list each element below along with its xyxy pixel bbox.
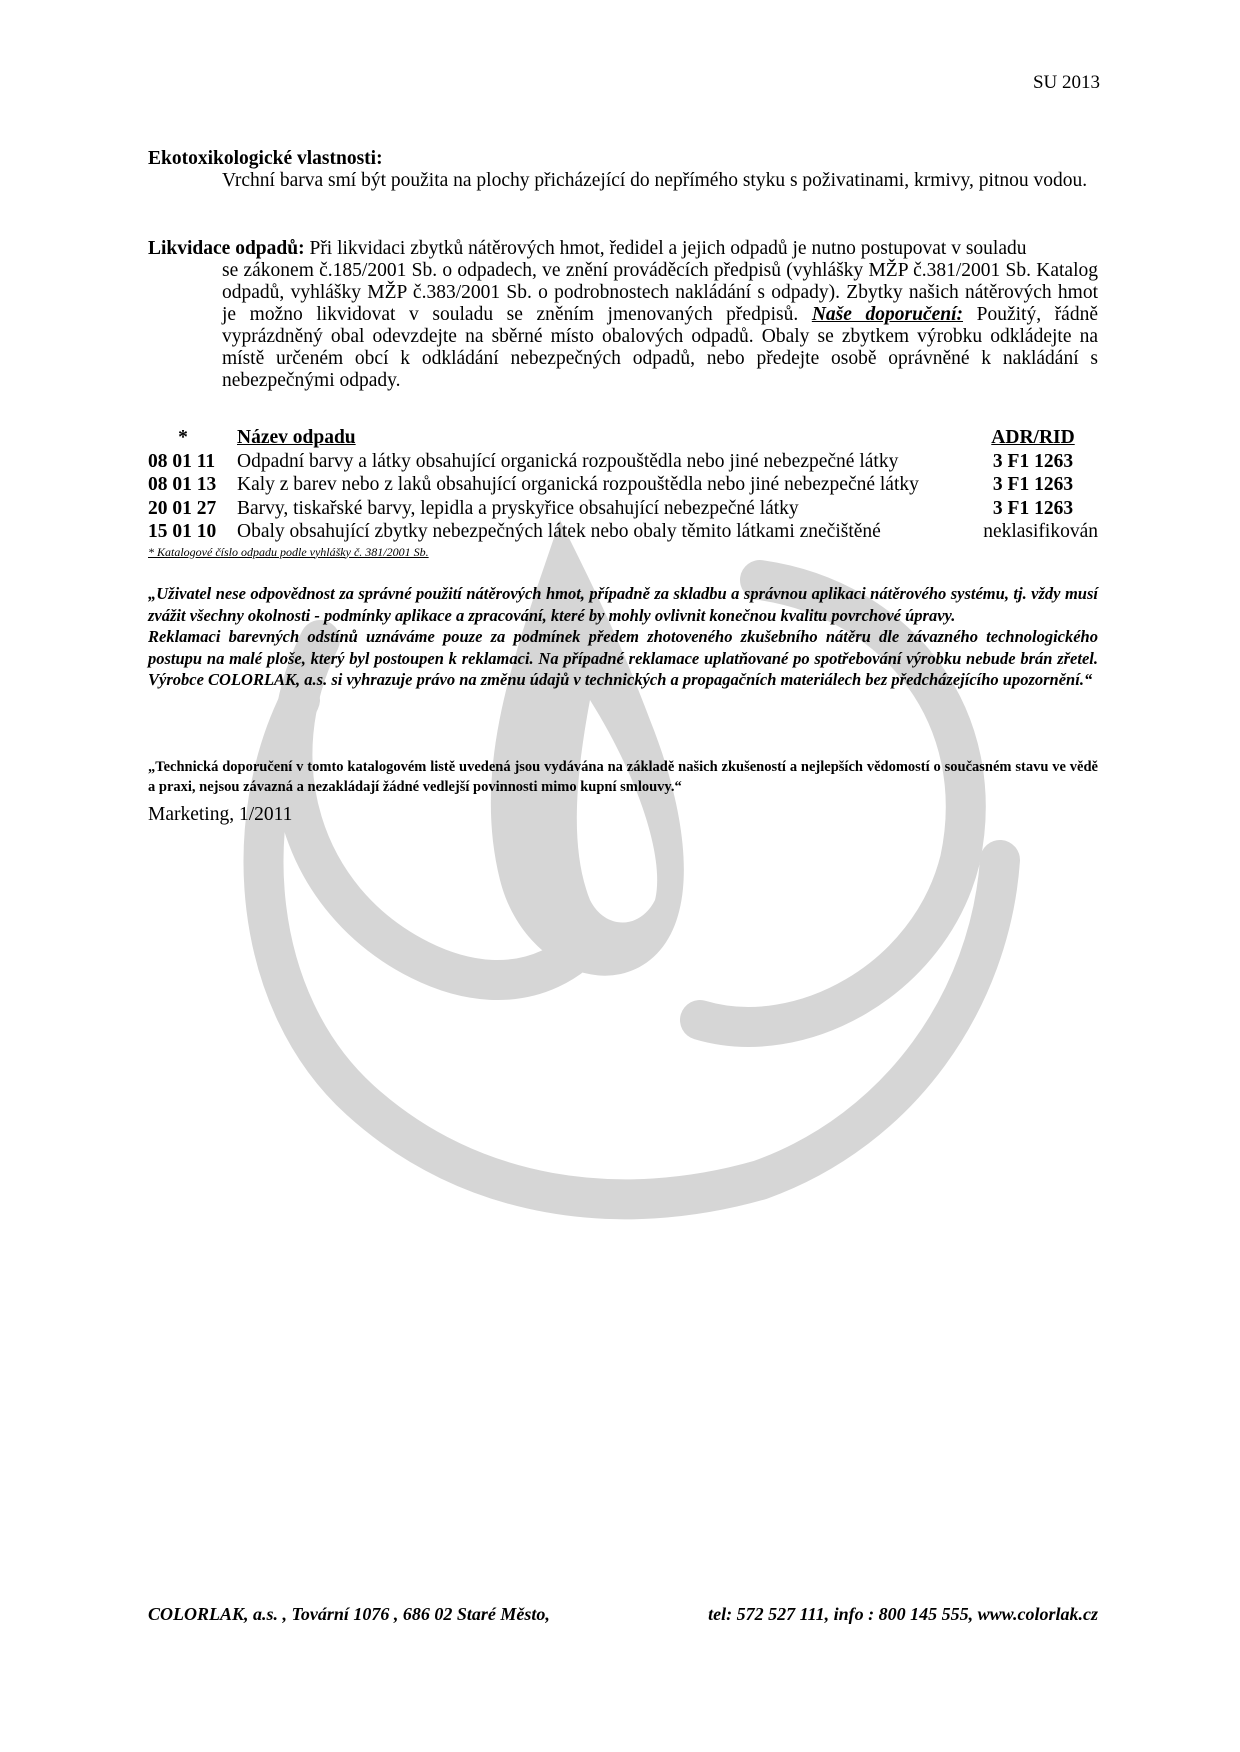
disposal-text-rest: se zákonem č.185/2001 Sb. o odpadech, ve znění prováděcích předpisů (vyhlášky MŽP č.381/2001 Sb. Katalog odpadů, vyhlášky MŽP č.383/2001 Sb. o podrobnostech nakládání s odpady). Zbytky našich nátěrových hmot je možno likvidovat v souladu se zněním jmenovaných předpisů. — [222, 260, 1098, 325]
header-adr: ADR/RID — [991, 427, 1075, 448]
technical-note: „Technická doporučení v tomto katalogovém listě uvedená jsou vydávána na základě našich zkušeností a nejlepších vědomostí o současném stavu ve vědě a praxi, nejsou závazná a nezakládají žádné vedlejší povinnosti mimo kupní smlouvy.“ — [148, 759, 1098, 795]
waste-name: Obaly obsahující zbytky nebezpečných látek nebo obaly těmito látkami znečištěné — [237, 521, 881, 542]
waste-code: 15 01 10 — [148, 521, 217, 542]
header-code: * — [178, 427, 188, 448]
ecotox-title: Ekotoxikologické vlastnosti: — [148, 148, 383, 169]
waste-adr: neklasifikován — [983, 521, 1098, 542]
footer-company: COLORLAK, a.s. , Tovární 1076 , 686 02 Staré Město, — [148, 1604, 550, 1624]
waste-table — [148, 426, 1098, 559]
waste-adr: 3 F1 1263 — [992, 497, 1074, 519]
disclaimer — [148, 583, 1098, 691]
disclaimer-responsibility: „Uživatel nese odpovědnost za správné použití nátěrových hmot, případně za skladbu a správnou aplikaci nátěrového systému, tj. vždy musí zvážit všechny okolnosti - podmínky aplikace a zpracování, které by mohly ovlivnit konečnou kvalitu povrchové úpravy. — [148, 584, 1098, 625]
disposal-label: Likvidace odpadů: — [148, 238, 305, 259]
ecotox-text: Vrchní barva smí být použita na plochy přicházející do nepřímého styku s poživatinami, krmivy, pitnou vodou. — [222, 170, 1088, 191]
waste-name: Kaly z barev nebo z laků obsahující organická rozpouštědla nebo jiné nebezpečné látky — [237, 474, 919, 495]
disposal-text-first: Při likvidaci zbytků nátěrových hmot, ředidel a jejich odpadů je nutno postupovat v souladu — [304, 238, 1027, 259]
table-row — [148, 473, 1098, 497]
table-row — [148, 497, 1098, 521]
disclaimer-complaints: Reklamaci barevných odstínů uznáváme pouze za podmínek předem zhotoveného zkušebního nátěru dle závazného technologického postupu na malé ploše, který byl postoupen k reklamaci. Na případné reklamace uplatňované po spotřebování výrobku nebude brán zřetel. Výrobce COLORLAK, a.s. si vyhrazuje právo na změnu údajů v technických a propagačních materiálech bez předcházejícího upozornění.“ — [148, 627, 1098, 689]
waste-adr: 3 F1 1263 — [992, 450, 1074, 472]
page-footer — [148, 1604, 1098, 1625]
waste-code: 08 01 11 — [148, 450, 216, 472]
disposal-first-line — [148, 238, 1098, 260]
table-row — [148, 520, 1098, 544]
disposal-section — [148, 238, 1098, 392]
waste-table-header — [148, 426, 1098, 450]
recommendation-label: Naše doporučení: — [811, 304, 964, 325]
waste-name: Odpadní barvy a látky obsahující organická rozpouštědla nebo jiné nebezpečné látky — [237, 450, 899, 472]
waste-name: Barvy, tiskařské barvy, lepidla a pryskyřice obsahující nebezpečné látky — [237, 497, 799, 519]
disposal-body — [222, 260, 1098, 392]
marketing-date: Marketing, 1/2011 — [148, 804, 293, 825]
waste-table-footnote: * Katalogové číslo odpadu podle vyhlášky č. 381/2001 Sb. — [148, 544, 429, 559]
table-row — [148, 450, 1098, 474]
footer-contact: tel: 572 527 111, info : 800 145 555, www.colorlak.cz — [708, 1604, 1098, 1624]
waste-code: 20 01 27 — [148, 497, 217, 519]
waste-adr: 3 F1 1263 — [992, 474, 1074, 495]
header-name: Název odpadu — [237, 427, 356, 448]
recommendation-text: Použitý, řádně vyprázdněný obal odevzdejte na sběrné místo obalových odpadů. Obaly se zbytkem výrobku odkládejte na místě určeném obcí k odkládání nebezpečných odpadů, nebo předejte osobě oprávněné k nakládání s nebezpečnými odpady. — [222, 304, 1098, 391]
document-code: SU 2013 — [1032, 72, 1100, 93]
ecotox-section — [148, 148, 1098, 192]
waste-code: 08 01 13 — [148, 474, 217, 495]
